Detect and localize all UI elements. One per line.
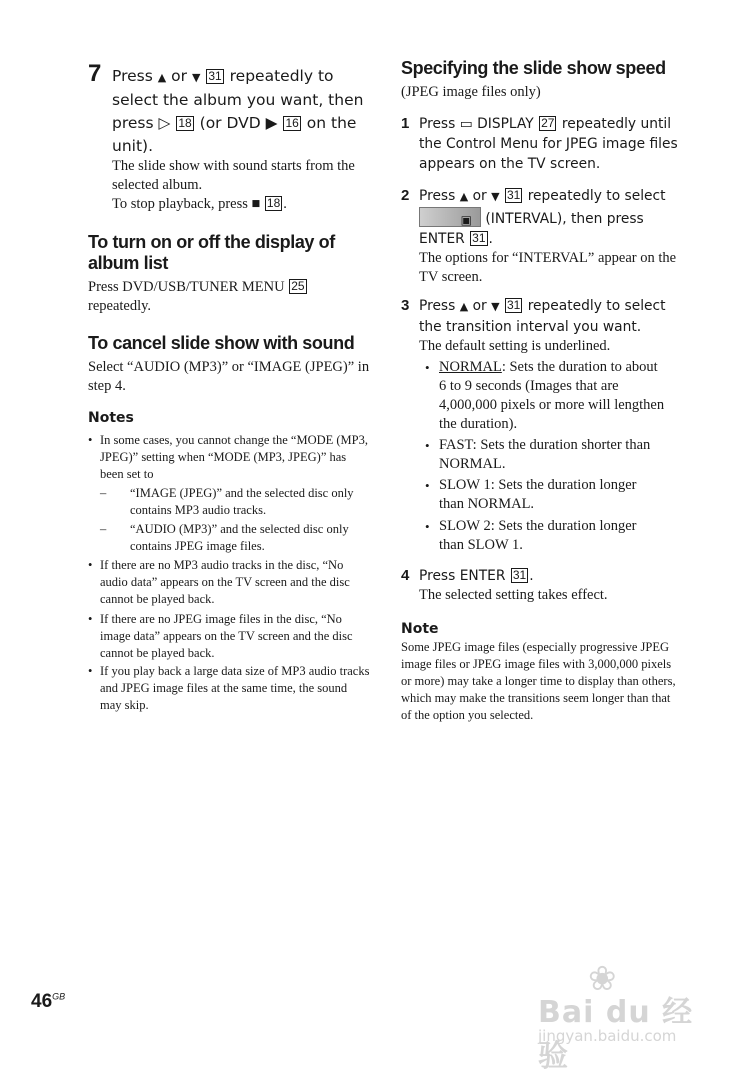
- key-ref: 31: [472, 231, 486, 245]
- key-ref: 31: [512, 568, 527, 582]
- section-subheading: (JPEG image files only): [401, 84, 541, 100]
- stop-icon: ■: [251, 196, 261, 212]
- key-ref: 18: [178, 116, 192, 130]
- up-arrow-icon: ▲: [459, 190, 469, 203]
- down-arrow-icon: ▼: [491, 190, 500, 203]
- step-result: The options for “INTERVAL” appear on the TV screen.: [419, 250, 677, 285]
- watermark-url: jingyan.baidu.com: [538, 1027, 677, 1045]
- cancel-text: Select “AUDIO (MP3)” or “IMAGE (JPEG)” in step 4.: [88, 359, 370, 394]
- note-heading: Note: [401, 621, 439, 637]
- step-result: The slide show with sound starts from the selected album. To stop playback, press ■ 18 .: [112, 158, 355, 212]
- step-2: 2 Press ▲ or ▼ 31 repeatedly to select ▣ (INTERVAL), then press ENTER 31 . The options for “INTERVAL” appear on the TV screen.: [401, 186, 681, 287]
- watermark: [528, 957, 718, 1074]
- play-outline-icon: ▷: [158, 114, 171, 132]
- step-4: 4 Press ENTER 31 . The selected setting takes effect.: [401, 566, 681, 605]
- key-ref: 25: [291, 279, 305, 293]
- notes-heading: Notes: [88, 410, 134, 426]
- option-slow-1: • SLOW 1: Sets the duration longer than NORMAL.: [425, 477, 637, 512]
- option-slow-2: • SLOW 2: Sets the duration longer than SLOW 1.: [425, 518, 637, 553]
- sub-note-item: – “AUDIO (MP3)” and the selected disc only contains JPEG image files.: [100, 522, 349, 553]
- up-arrow-icon: ▲: [459, 300, 469, 313]
- note-item: • If there are no JPEG image files in the disc, “No image data” appears on the TV screen and the disc cannot be played back.: [88, 612, 353, 660]
- option-normal: • NORMAL: Sets the duration to about 6 to 9 seconds (Images that are 4,000,000 pixels or more will lengthen the duration).: [425, 359, 665, 432]
- option-fast: • FAST: Sets the duration shorter than NORMAL.: [425, 437, 651, 472]
- key-ref: 31: [506, 188, 521, 202]
- down-arrow-icon: ▼: [491, 300, 500, 313]
- interval-icon: ▣: [419, 207, 481, 227]
- key-ref: 31: [506, 298, 521, 312]
- step-number: 7: [88, 60, 102, 87]
- note-item: • If there are no MP3 audio tracks in the disc, “No audio data” appears on the TV screen and the disc cannot be played back.: [88, 558, 350, 606]
- key-ref: 31: [208, 69, 222, 83]
- key-ref: 27: [541, 116, 555, 130]
- key-ref: 18: [266, 196, 281, 210]
- sub-note-item: – “IMAGE (JPEG)” and the selected disc only contains MP3 audio tracks.: [100, 486, 354, 517]
- play-solid-icon: ▶: [265, 114, 278, 132]
- section-heading: Specifying the slide show speed: [401, 58, 666, 78]
- down-arrow-icon: ▼: [191, 71, 201, 84]
- note-item: • In some cases, you cannot change the “MODE (MP3, JPEG)” setting when “MODE (MP3, JPEG)” has been set to: [88, 433, 368, 481]
- up-arrow-icon: ▲: [157, 71, 167, 84]
- page-number: $46^{GB}$: [31, 991, 66, 1012]
- step-result: The default setting is underlined.: [419, 338, 611, 354]
- paw-icon: ❀: [588, 961, 617, 998]
- album-list-heading: To turn on or off the display of album list: [88, 232, 335, 273]
- step-instruction: Press ▲ or ▼ 31 repeatedly to select the album you want, then press ▷ 18 (or DVD ▶ 16 on the unit).: [112, 67, 364, 155]
- album-list-text: Press DVD/USB/TUNER MENU 25 repeatedly.: [88, 279, 305, 314]
- key-ref: 16: [285, 116, 299, 130]
- display-icon: ▭: [459, 116, 473, 132]
- step-result: The selected setting takes effect.: [419, 587, 608, 603]
- note-item: • If you play back a large data size of MP3 audio tracks and JPEG image files at the same time, the sound may skip.: [88, 664, 370, 712]
- step-1: 1 Press ▭ DISPLAY 27 repeatedly until the Control Menu for JPEG image files appears on the TV screen.: [401, 115, 678, 172]
- watermark-brand: Bai du 经验: [538, 995, 694, 1074]
- step-3: 3 Press ▲ or ▼ 31 repeatedly to select the transition interval you want. The default setting is underlined.: [401, 296, 681, 356]
- note-text: Some JPEG image files (especially progressive JPEG image files or JPEG image files with 3,000,000 pixels or more) may take a longer time to display than others, which may make the transitions seem longer than that of the option you selected.: [401, 640, 676, 722]
- cancel-heading: To cancel slide show with sound: [88, 333, 355, 353]
